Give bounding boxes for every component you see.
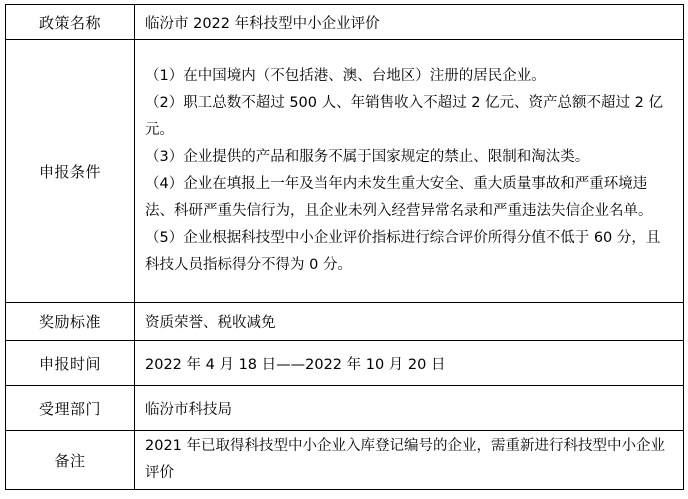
notes-value: 2021 年已取得科技型中小企业入库登记编号的企业，需重新进行科技型中小企业评价 [135, 431, 684, 490]
conditions-list [145, 62, 673, 280]
reward-value: 资质荣誉、税收减免 [135, 303, 684, 341]
time-label: 申报时间 [6, 341, 135, 386]
condition-item-3: （3）企业提供的产品和服务不属于国家规定的禁止、限制和淘汰类。 [145, 149, 590, 165]
department-value: 临汾市科技局 [135, 386, 684, 431]
condition-item-4: （4）企业在填报上一年及当年内未发生重大安全、重大质量事故和严重环境违法、科研严重失信行为，且企业未列入经营异常名录和严重违法失信企业名单。 [145, 176, 653, 219]
table-row-policy-name [6, 5, 684, 40]
department-label: 受理部门 [6, 386, 135, 431]
time-value: 2022 年 4 月 18 日——2022 年 10 月 20 日 [135, 341, 684, 386]
conditions-label: 申报条件 [6, 40, 135, 303]
condition-item-2: （2）职工总数不超过 500 人、年销售收入不超过 2 亿元、资产总额不超过 2 亿元。 [145, 95, 664, 138]
policy-name-label: 政策名称 [6, 5, 135, 40]
table-row-department [6, 386, 684, 431]
policy-table [5, 4, 684, 490]
table-row-time [6, 341, 684, 386]
reward-label: 奖励标准 [6, 303, 135, 341]
table-row-conditions [6, 40, 684, 303]
condition-item-5: （5）企业根据科技型中小企业评价指标进行综合评价所得分值不低于 60 分，且科技人员指标得分不得为 0 分。 [145, 230, 661, 273]
conditions-content [135, 40, 684, 303]
condition-item-1: （1）在中国境内（不包括港、澳、台地区）注册的居民企业。 [145, 68, 546, 84]
notes-label: 备注 [6, 431, 135, 490]
table-row-reward [6, 303, 684, 341]
table-row-notes [6, 431, 684, 490]
policy-name-value: 临汾市 2022 年科技型中小企业评价 [135, 5, 684, 40]
